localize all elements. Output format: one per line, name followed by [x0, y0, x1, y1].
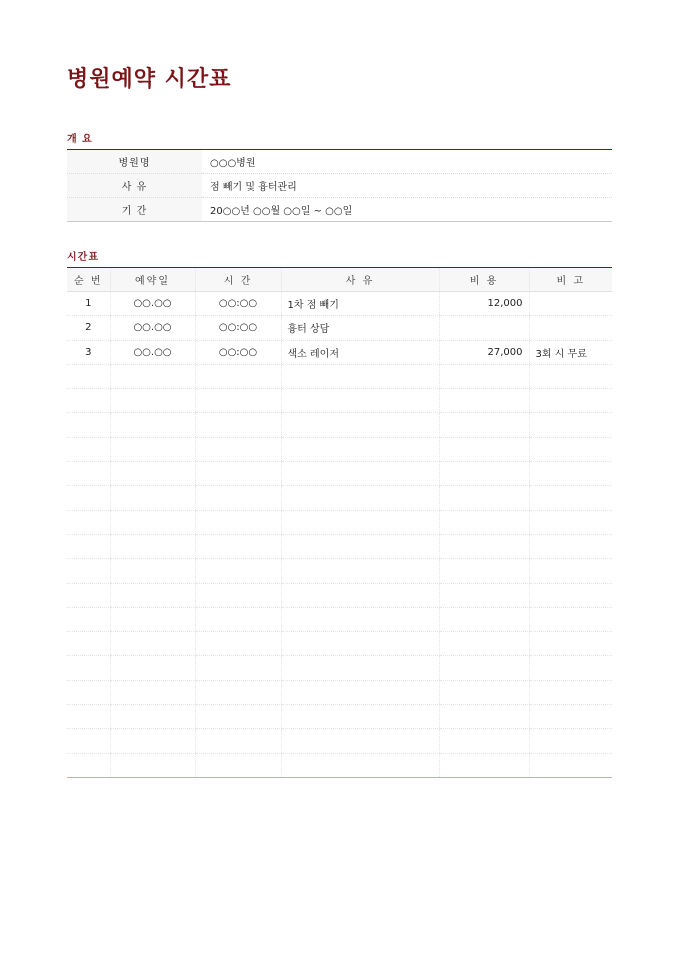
cell-time: ○○:○○ — [195, 292, 281, 316]
table-row — [67, 583, 612, 607]
cell-note — [529, 292, 612, 316]
cell-cost — [439, 510, 529, 534]
cell-no: 3 — [67, 340, 110, 364]
cell-no — [67, 680, 110, 704]
cell-note — [529, 559, 612, 583]
cell-time — [195, 753, 281, 777]
cell-no — [67, 534, 110, 558]
cell-cost — [439, 607, 529, 631]
cell-reason — [281, 632, 439, 656]
cell-reason: 흉터 상담 — [281, 316, 439, 340]
cell-time — [195, 413, 281, 437]
table-row — [67, 292, 612, 316]
cell-note: 3회 시 무료 — [529, 340, 612, 364]
cell-no — [67, 364, 110, 388]
cell-time — [195, 389, 281, 413]
overview-row — [67, 198, 612, 222]
schedule-heading: 시간표 — [67, 252, 99, 263]
cell-date: ○○.○○ — [110, 340, 195, 364]
table-row — [67, 510, 612, 534]
cell-no — [67, 607, 110, 631]
cell-no — [67, 510, 110, 534]
cell-reason — [281, 413, 439, 437]
overview-value-reason: 점 빼기 및 흉터관리 — [202, 174, 612, 198]
table-row — [67, 316, 612, 340]
cell-note — [529, 753, 612, 777]
cell-date — [110, 413, 195, 437]
cell-cost — [439, 316, 529, 340]
cell-cost — [439, 583, 529, 607]
column-header-date: 예약일 — [110, 268, 195, 292]
cell-date — [110, 753, 195, 777]
cell-note — [529, 389, 612, 413]
cell-date — [110, 534, 195, 558]
table-row — [67, 413, 612, 437]
cell-no — [67, 413, 110, 437]
cell-no — [67, 705, 110, 729]
cell-no — [67, 486, 110, 510]
cell-no — [67, 656, 110, 680]
cell-date — [110, 462, 195, 486]
table-row — [67, 389, 612, 413]
cell-reason — [281, 705, 439, 729]
overview-table — [67, 149, 612, 222]
overview-heading: 개 요 — [67, 134, 93, 145]
cell-cost — [439, 534, 529, 558]
cell-reason — [281, 534, 439, 558]
cell-reason — [281, 389, 439, 413]
cell-date: ○○.○○ — [110, 292, 195, 316]
cell-note — [529, 705, 612, 729]
cell-time: ○○:○○ — [195, 340, 281, 364]
cell-reason — [281, 486, 439, 510]
cell-date — [110, 486, 195, 510]
cell-date — [110, 437, 195, 461]
cell-no: 1 — [67, 292, 110, 316]
cell-reason — [281, 462, 439, 486]
cell-date — [110, 389, 195, 413]
table-row — [67, 340, 612, 364]
cell-cost — [439, 462, 529, 486]
overview-label-reason: 사 유 — [67, 174, 202, 198]
cell-no: 2 — [67, 316, 110, 340]
table-row — [67, 559, 612, 583]
cell-no — [67, 632, 110, 656]
cell-time — [195, 364, 281, 388]
cell-date — [110, 510, 195, 534]
cell-date — [110, 680, 195, 704]
cell-time — [195, 583, 281, 607]
cell-date — [110, 607, 195, 631]
cell-time — [195, 632, 281, 656]
column-header-reason: 사 유 — [281, 268, 439, 292]
table-row — [67, 364, 612, 388]
cell-reason — [281, 607, 439, 631]
cell-reason — [281, 583, 439, 607]
column-header-time: 시 간 — [195, 268, 281, 292]
cell-note — [529, 437, 612, 461]
cell-no — [67, 583, 110, 607]
cell-note — [529, 364, 612, 388]
cell-date — [110, 705, 195, 729]
cell-cost — [439, 753, 529, 777]
cell-no — [67, 437, 110, 461]
table-row — [67, 705, 612, 729]
overview-value-period: 20○○년 ○○월 ○○일 ~ ○○일 — [210, 206, 353, 217]
cell-reason — [281, 680, 439, 704]
cell-reason — [281, 437, 439, 461]
cell-note — [529, 534, 612, 558]
cell-reason — [281, 510, 439, 534]
overview-row — [67, 150, 612, 174]
cell-reason — [281, 364, 439, 388]
cell-no — [67, 389, 110, 413]
cell-cost — [439, 389, 529, 413]
cell-note — [529, 656, 612, 680]
cell-note — [529, 462, 612, 486]
table-row — [67, 632, 612, 656]
cell-note — [529, 413, 612, 437]
cell-cost: 12,000 — [439, 292, 529, 316]
cell-time — [195, 656, 281, 680]
page-title: 병원예약 시간표 — [67, 67, 232, 92]
cell-no — [67, 729, 110, 753]
cell-cost — [439, 632, 529, 656]
cell-time — [195, 534, 281, 558]
cell-time — [195, 462, 281, 486]
cell-no — [67, 462, 110, 486]
cell-cost: 27,000 — [439, 340, 529, 364]
cell-no — [67, 753, 110, 777]
cell-no — [67, 559, 110, 583]
cell-time — [195, 729, 281, 753]
schedule-table — [67, 267, 612, 778]
cell-date — [110, 364, 195, 388]
column-header-no: 순 번 — [67, 268, 110, 292]
table-row — [67, 486, 612, 510]
cell-time — [195, 607, 281, 631]
cell-time — [195, 486, 281, 510]
cell-note — [529, 583, 612, 607]
cell-time — [195, 437, 281, 461]
table-row — [67, 437, 612, 461]
cell-cost — [439, 413, 529, 437]
cell-note — [529, 486, 612, 510]
cell-reason: 1차 점 빼기 — [281, 292, 439, 316]
cell-date — [110, 729, 195, 753]
column-header-cost: 비 용 — [439, 268, 529, 292]
cell-note — [529, 729, 612, 753]
cell-reason: 색소 레이저 — [281, 340, 439, 364]
cell-cost — [439, 364, 529, 388]
cell-time: ○○:○○ — [195, 316, 281, 340]
table-row — [67, 607, 612, 631]
table-row — [67, 729, 612, 753]
cell-note — [529, 680, 612, 704]
overview-row — [67, 174, 612, 198]
cell-time — [195, 559, 281, 583]
cell-cost — [439, 486, 529, 510]
table-row — [67, 462, 612, 486]
cell-note — [529, 316, 612, 340]
cell-cost — [439, 680, 529, 704]
cell-date — [110, 559, 195, 583]
table-row — [67, 753, 612, 777]
schedule-header-row — [67, 268, 612, 292]
table-row — [67, 534, 612, 558]
cell-note — [529, 510, 612, 534]
cell-reason — [281, 559, 439, 583]
cell-time — [195, 705, 281, 729]
cell-reason — [281, 656, 439, 680]
column-header-note: 비 고 — [529, 268, 612, 292]
cell-reason — [281, 753, 439, 777]
overview-label-hospital: 병원명 — [67, 150, 202, 174]
cell-date — [110, 632, 195, 656]
cell-cost — [439, 656, 529, 680]
cell-note — [529, 607, 612, 631]
cell-cost — [439, 729, 529, 753]
overview-label-period: 기 간 — [67, 198, 202, 222]
cell-note — [529, 632, 612, 656]
cell-time — [195, 680, 281, 704]
cell-date — [110, 656, 195, 680]
cell-time — [195, 510, 281, 534]
cell-date: ○○.○○ — [110, 316, 195, 340]
table-row — [67, 656, 612, 680]
overview-value-hospital: ○○○병원 — [202, 150, 612, 174]
cell-date — [110, 583, 195, 607]
table-row — [67, 680, 612, 704]
cell-reason — [281, 729, 439, 753]
cell-cost — [439, 705, 529, 729]
cell-cost — [439, 437, 529, 461]
cell-cost — [439, 559, 529, 583]
